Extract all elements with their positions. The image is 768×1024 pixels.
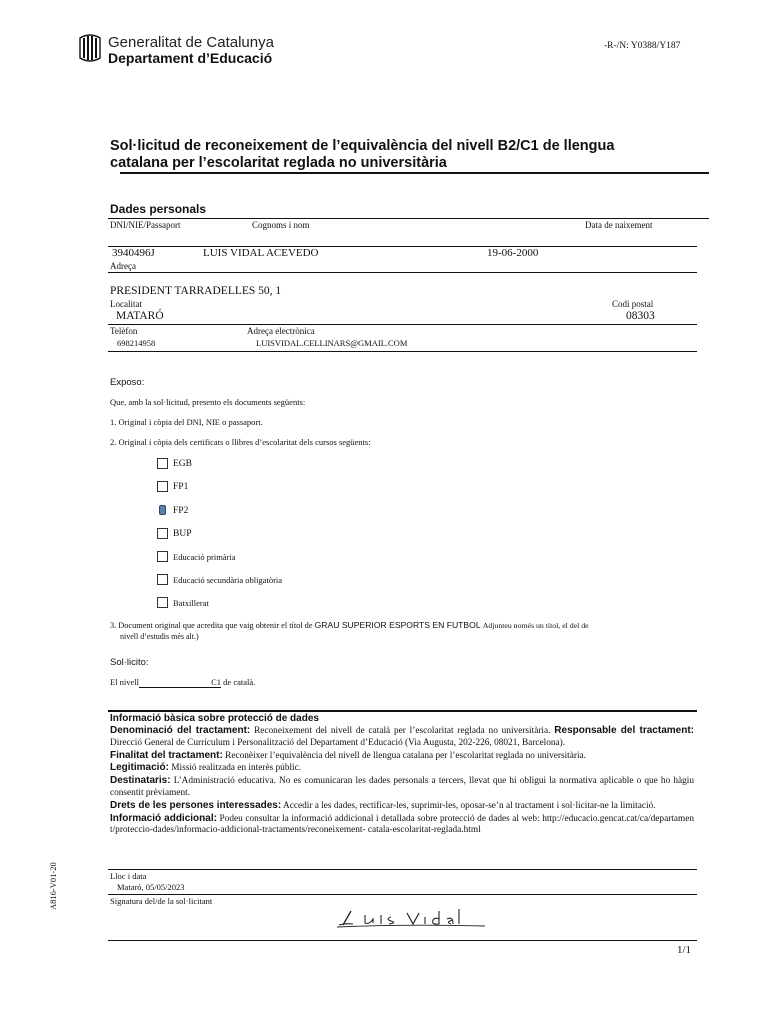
- row4-rule: [108, 351, 697, 352]
- denominacio-text: Reconeixement del nivell de català per l’escolaritat reglada no universitària.: [254, 726, 551, 736]
- checkbox-fp1[interactable]: [157, 481, 168, 492]
- value-phone: 698214958: [117, 338, 156, 348]
- responsable-text: Direcció General de Currículum i Personalització del Departament d’Educació (Via Augusta, 202-226, 08021, Barcelona).: [110, 737, 566, 748]
- value-address: PRESIDENT TARRADELLES 50, 1: [110, 285, 282, 297]
- expose-item-1: 1. Original i còpia del DNI, NIE o passaport.: [110, 417, 263, 427]
- privacy-legitimacio: [110, 762, 694, 775]
- section-personal-title: Dades personals: [110, 202, 207, 216]
- checkbox-label-fp2: FP2: [173, 506, 189, 516]
- privacy-body: [110, 725, 694, 837]
- checkbox-bup[interactable]: [157, 528, 168, 539]
- checkbox-label-batxillerat: Batxillerat: [173, 598, 209, 608]
- generalitat-logo: [78, 34, 102, 62]
- page-number: 1/1: [677, 944, 692, 956]
- expose-item-2: 2. Original i còpia dels certificats o llibres d’escolaritat dels cursos següents:: [110, 437, 371, 447]
- value-email: LUISVIDAL.CELLINARS@GMAIL.COM: [256, 338, 408, 348]
- checkbox-label-fp1: FP1: [173, 482, 189, 492]
- place-value: Mataró, 05/05/2023: [117, 882, 185, 892]
- addicional-label: Informació addicional:: [110, 812, 217, 824]
- label-dni: DNI/NIE/Passaport: [110, 220, 181, 230]
- signature-scribble: [335, 905, 485, 929]
- label-phone: Telèfon: [110, 326, 138, 336]
- request-level: C1: [211, 677, 222, 687]
- checkbox-primaria[interactable]: [157, 551, 168, 562]
- privacy-denominacio: [110, 725, 694, 750]
- privacy-top-rule: [108, 710, 697, 712]
- value-name: LUIS VIDAL ACEVEDO: [203, 247, 319, 259]
- checkbox-label-bup: BUP: [173, 529, 192, 539]
- value-city: MATARÓ: [116, 310, 164, 322]
- finalitat-text: Reconèixer l’equivalència del nivell de llengua catalana per l’escolaritat reglada no universitària.: [225, 750, 586, 761]
- checkbox-fp2[interactable]: [159, 505, 166, 515]
- place-label: Lloc i data: [110, 871, 147, 881]
- form-title-line-2: catalana per l’escolaritat reglada no universitària: [110, 155, 447, 171]
- row3-rule: [108, 324, 697, 325]
- personal-top-rule: [108, 218, 709, 219]
- value-postal: 08303: [626, 310, 655, 322]
- expose-heading: Exposo:: [110, 377, 145, 388]
- title-rule: [120, 172, 709, 174]
- privacy-addicional: [110, 813, 694, 838]
- item-3-text-a: 3. Document original que acredita que vaig obtenir el títol de: [110, 621, 313, 630]
- logo-line-2: Departament d’Educació: [108, 50, 273, 66]
- label-birth: Data de naixement: [585, 220, 653, 230]
- privacy-title: Informació bàsica sobre protecció de dades: [110, 713, 319, 724]
- request-level-field[interactable]: [139, 677, 221, 688]
- denominacio-label: Denominació del tractament:: [110, 725, 251, 736]
- expose-item-3: [110, 620, 700, 631]
- checkbox-batxillerat[interactable]: [157, 597, 168, 608]
- checkbox-label-eso: Educació secundària obligatòria: [173, 575, 283, 585]
- privacy-destinataris: [110, 775, 694, 800]
- destinataris-text: L’Administració educativa. No es comunicaran les dades personals a tercers, llevat que hi obligui la normativa aplicable o que ho hàgiu consentit prèviament.: [110, 776, 695, 798]
- drets-text: Accedir a les dades, rectificar-les, suprimir-les, oposar-se’n al tractament i sol·licitar-ne la limitació.: [283, 800, 656, 811]
- item-3-text-b: Adjunteu només un títol, el del de: [482, 621, 589, 630]
- item-3-degree: GRAU SUPERIOR ESPORTS EN FUTBOL: [314, 620, 481, 630]
- logo-line-1: Generalitat de Catalunya: [108, 34, 274, 51]
- request-prefix: El nivell: [110, 677, 140, 687]
- row2-rule: [108, 272, 697, 273]
- signature-image: [335, 905, 485, 929]
- logo-stripes-icon: [78, 34, 102, 62]
- place-top-rule: [108, 869, 697, 870]
- request-line: [110, 677, 255, 688]
- form-code: A816-V01-20: [48, 862, 58, 910]
- label-name: Cognoms i nom: [252, 220, 310, 230]
- label-email: Adreça electrònica: [247, 326, 315, 336]
- privacy-finalitat: [110, 750, 694, 763]
- destinataris-label: Destinataris:: [110, 775, 171, 787]
- row1-rule: [108, 246, 697, 247]
- responsable-label: Responsable del tractament:: [554, 725, 694, 736]
- signature-bottom-rule: [108, 940, 697, 941]
- expose-item-3-line-2: nivell d’estudis més alt.): [120, 632, 199, 641]
- checkbox-egb[interactable]: [157, 458, 168, 469]
- value-birth: 19-06-2000: [487, 247, 539, 259]
- reference-code: -R-/N: Y0388/Y187: [604, 41, 681, 51]
- request-suffix: de català.: [223, 677, 256, 687]
- expose-intro: Que, amb la sol·licitud, presento els documents següents:: [110, 397, 306, 407]
- label-postal: Codi postal: [612, 299, 654, 309]
- signature-top-rule: [108, 894, 697, 895]
- addicional-text: Podeu consultar la informació addicional i detallada sobre protecció de dades al web: http://educacio.gencat.cat/ca/departament/proteccio-dades/informacio-addicional-tractaments/reconeixement- catala-escolaritat-reglada.html: [110, 813, 695, 836]
- form-title-line-1: Sol·licitud de reconeixement de l’equivalència del nivell B2/C1 de llengua: [110, 138, 615, 154]
- label-city: Localitat: [110, 299, 142, 309]
- privacy-drets: [110, 800, 694, 813]
- drets-label: Drets de les persones interessades:: [110, 799, 282, 811]
- label-address: Adreça: [110, 261, 136, 271]
- signature-label: Signatura del/de la sol·licitant: [110, 896, 213, 906]
- legitimacio-label: Legitimació:: [110, 762, 169, 774]
- checkbox-label-egb: EGB: [173, 459, 192, 469]
- request-heading: Sol·licito:: [110, 657, 149, 668]
- value-dni: 3940496J: [112, 247, 155, 259]
- legitimacio-text: Missió realitzada en interès públic.: [171, 763, 302, 774]
- finalitat-label: Finalitat del tractament:: [110, 749, 223, 761]
- checkbox-eso[interactable]: [157, 574, 168, 585]
- checkbox-label-primaria: Educació primària: [173, 552, 236, 562]
